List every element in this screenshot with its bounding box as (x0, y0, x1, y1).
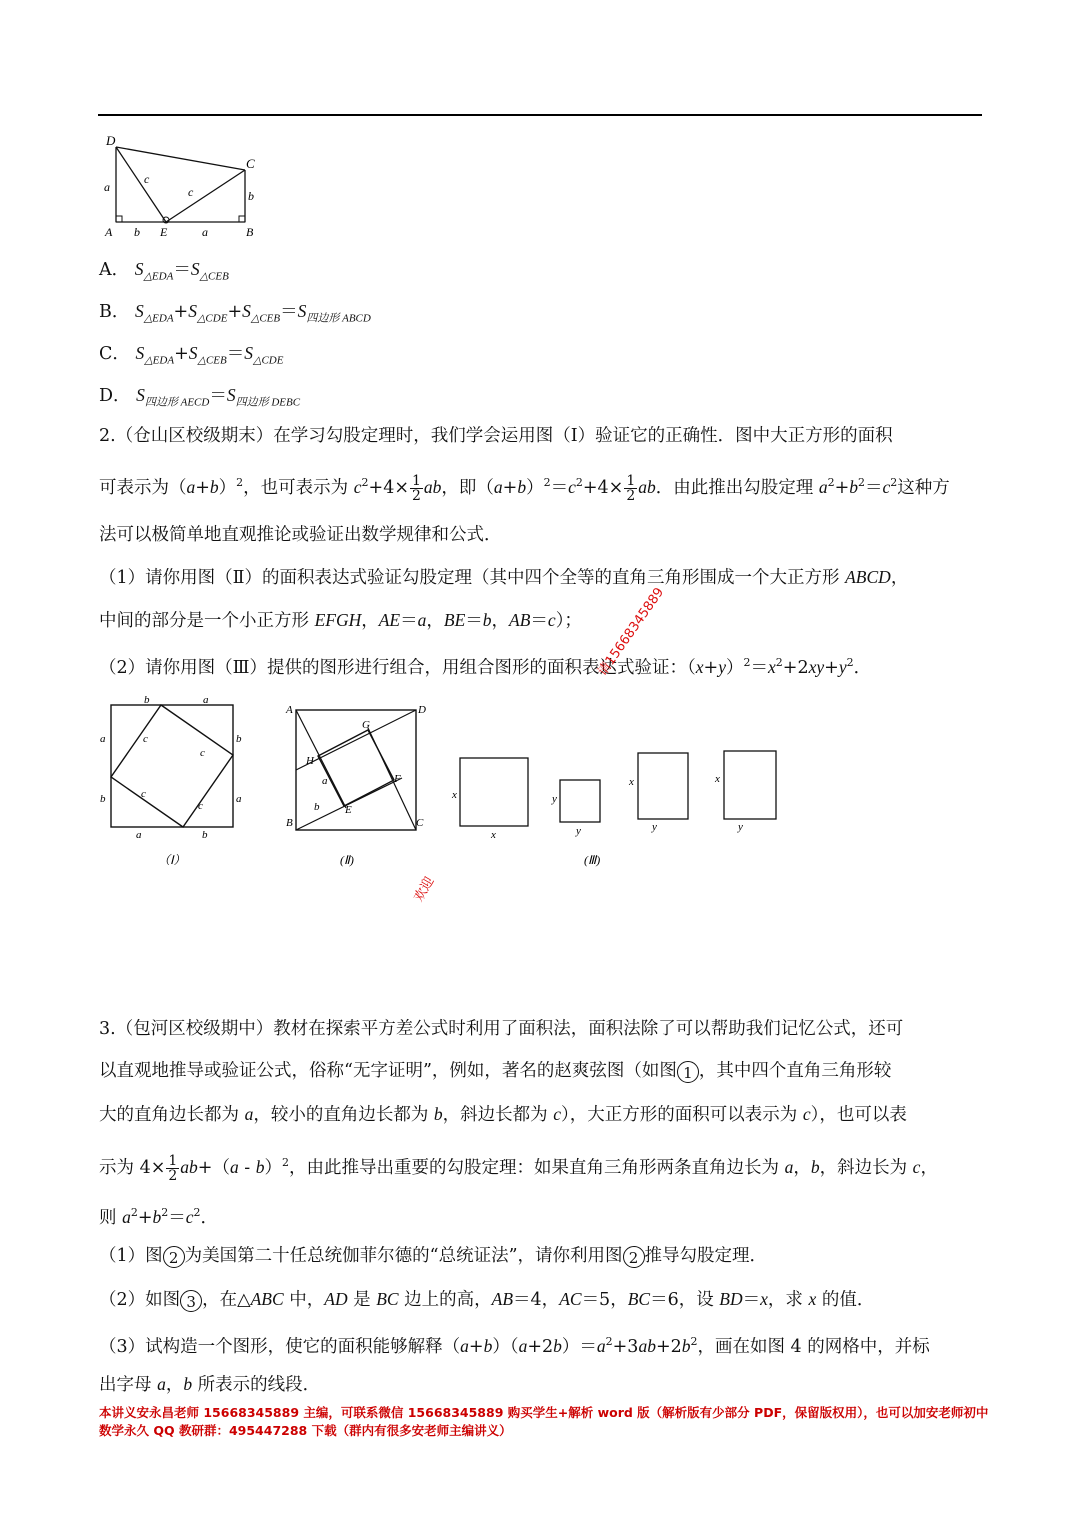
svg-text:a: a (203, 694, 209, 706)
svg-text:C: C (246, 156, 255, 171)
option-b: B． $S_{\triangle EDA}+S_{\triangle CDE}+S_{\triangle CEB}=S_{四边形 ABCD}$ (99, 301, 371, 325)
svg-text:x: x (715, 773, 720, 785)
svg-text:a: a (322, 775, 328, 787)
q2-part1-line2: 中间的部分是一个小正方形 EFGH，AE＝a，BE＝b，AB＝c）； (99, 610, 582, 631)
q3-part2: （2）如图 3 ，在△ABC 中，AD 是 BC 边上的高，AB＝4，AC＝5，BC＝6，设 BD＝x，求 x 的值． (99, 1289, 875, 1311)
svg-text:b: b (134, 225, 140, 239)
q2-line1: 2.（仓山区校级期末）在学习勾股定理时，我们学会运用图（Ⅰ）验证它的正确性．图中大正方形的面积 (99, 426, 893, 446)
svg-text:b: b (202, 829, 208, 841)
q3-line5: 则 $a^2+b^2=c^2$． (99, 1206, 219, 1228)
footer-line2: 数学永久 QQ 教研群：495447288 下载（群内有很多安老师主编讲义） (99, 1423, 512, 1438)
svg-text:A: A (105, 225, 113, 239)
svg-text:b: b (314, 801, 320, 813)
q2-part1-line1: （1）请你用图（Ⅱ）的面积表达式验证勾股定理（其中四个全等的直角三角形围成一个大正方形 ABCD， (99, 567, 909, 588)
svg-text:G: G (362, 719, 370, 731)
figure-2 (282, 698, 432, 870)
svg-text:c: c (141, 788, 146, 800)
q3-line3: 大的直角边长都为 a，较小的直角边长都为 b，斜边长都为 c），大正方形的面积可以表示为 c），也可以表 (99, 1104, 907, 1125)
svg-text:x: x (629, 776, 634, 788)
q3-part3-line2: 出字母 a，b 所表示的线段． (99, 1374, 321, 1395)
header-rule (98, 114, 982, 116)
svg-text:E: E (160, 225, 168, 239)
figure-3 (448, 748, 788, 872)
svg-text:c: c (200, 747, 205, 759)
svg-text:D: D (418, 704, 426, 716)
svg-text:a: a (136, 829, 142, 841)
figure-1-label: （Ⅰ） (158, 853, 186, 867)
svg-text:C: C (416, 817, 424, 829)
svg-text:D: D (106, 133, 116, 148)
svg-text:b: b (236, 733, 242, 745)
svg-text:A: A (286, 704, 293, 716)
option-d: D． $S_{四边形 AECD}=S_{四边形 DEBC}$ (99, 385, 301, 409)
svg-text:x: x (491, 829, 496, 841)
footer-line1: 本讲义安永昌老师 15668345889 主编，可联系微信 15668345889 购买学生+解析 word 版（解析版有少部分 PDF，保留版权用），也可以加安老师初中 (99, 1405, 989, 1420)
svg-text:a: a (100, 733, 106, 745)
svg-text:y: y (576, 825, 581, 837)
figure-2-label: (Ⅱ) (340, 853, 354, 867)
q3-part1: （1）图 2 为美国第二十任总统伽菲尔德的“总统证法”，请你利用图 2 推导勾股定理． (99, 1246, 768, 1267)
q2-line2: 可表示为$(a+b)^2$，也可表示为 $c^2+4\times$ $\frac{1}{2}$ ab，即$(a+b)^2=c^2+4\times$ $\frac{1}{2}$ ab．由此推出勾股定理 $a^2+b^2=c^2$这种方 (99, 472, 950, 504)
watermark-welcome: 欢迎 (411, 874, 438, 905)
svg-text:b: b (144, 694, 150, 706)
q2-part2: （2）请你用图（Ⅲ）提供的图形进行组合，用组合图形的面积表达式验证：$(x+y)^2=x^2+2xy+y^2$． (99, 656, 872, 678)
svg-text:a: a (236, 793, 242, 805)
figure-1 (96, 690, 246, 872)
svg-text:B: B (286, 817, 293, 829)
svg-text:B: B (246, 225, 254, 239)
svg-text:c: c (144, 172, 150, 186)
svg-text:x: x (452, 789, 457, 801)
q3-line1: 3.（包河区校级期中）教材在探索平方差公式时利用了面积法，面积法除了可以帮助我们记忆公式，还可 (99, 1019, 904, 1039)
svg-text:c: c (143, 733, 148, 745)
q3-line4: 示为 4× $\frac{1}{2}$ ab+（a - b）$^2$，由此推导出重要的勾股定理：如果直角三角形两条直角边长为 a，b，斜边长为 c， (99, 1152, 938, 1184)
svg-text:b: b (248, 189, 254, 203)
watermark-phone: 请15668345889 (595, 585, 668, 679)
svg-text:c: c (198, 800, 203, 812)
q2-line3: 法可以极简单地直观推论或验证出数学规律和公式． (99, 525, 502, 545)
svg-text:H: H (306, 755, 314, 767)
svg-text:F: F (394, 773, 401, 785)
svg-text:y: y (652, 821, 657, 833)
trapezoid-figure (98, 128, 268, 242)
svg-text:c: c (188, 185, 194, 199)
option-a: A． $S_{\triangle EDA}=S_{\triangle CEB}$ (99, 259, 229, 283)
svg-text:a: a (104, 180, 110, 194)
figure-3-label: (Ⅲ) (584, 853, 601, 867)
svg-text:a: a (202, 225, 208, 239)
q3-line2: 以直观地推导或验证公式，俗称“无字证明”，例如，著名的赵爽弦图（如图 1 ，其中四个直角三角形较 (99, 1061, 892, 1082)
option-c: C． $S_{\triangle EDA}+S_{\triangle CEB}=S_{\triangle CDE}$ (99, 343, 284, 367)
svg-text:y: y (738, 821, 743, 833)
q3-part3: （3）试构造一个图形，使它的面积能够解释$(a+b)(a+2b)=a^2+3ab+2b^2$，画在如图 4 的网格中，并标 (99, 1335, 930, 1357)
svg-text:y: y (552, 793, 557, 805)
svg-text:E: E (345, 804, 352, 816)
svg-text:b: b (100, 793, 106, 805)
